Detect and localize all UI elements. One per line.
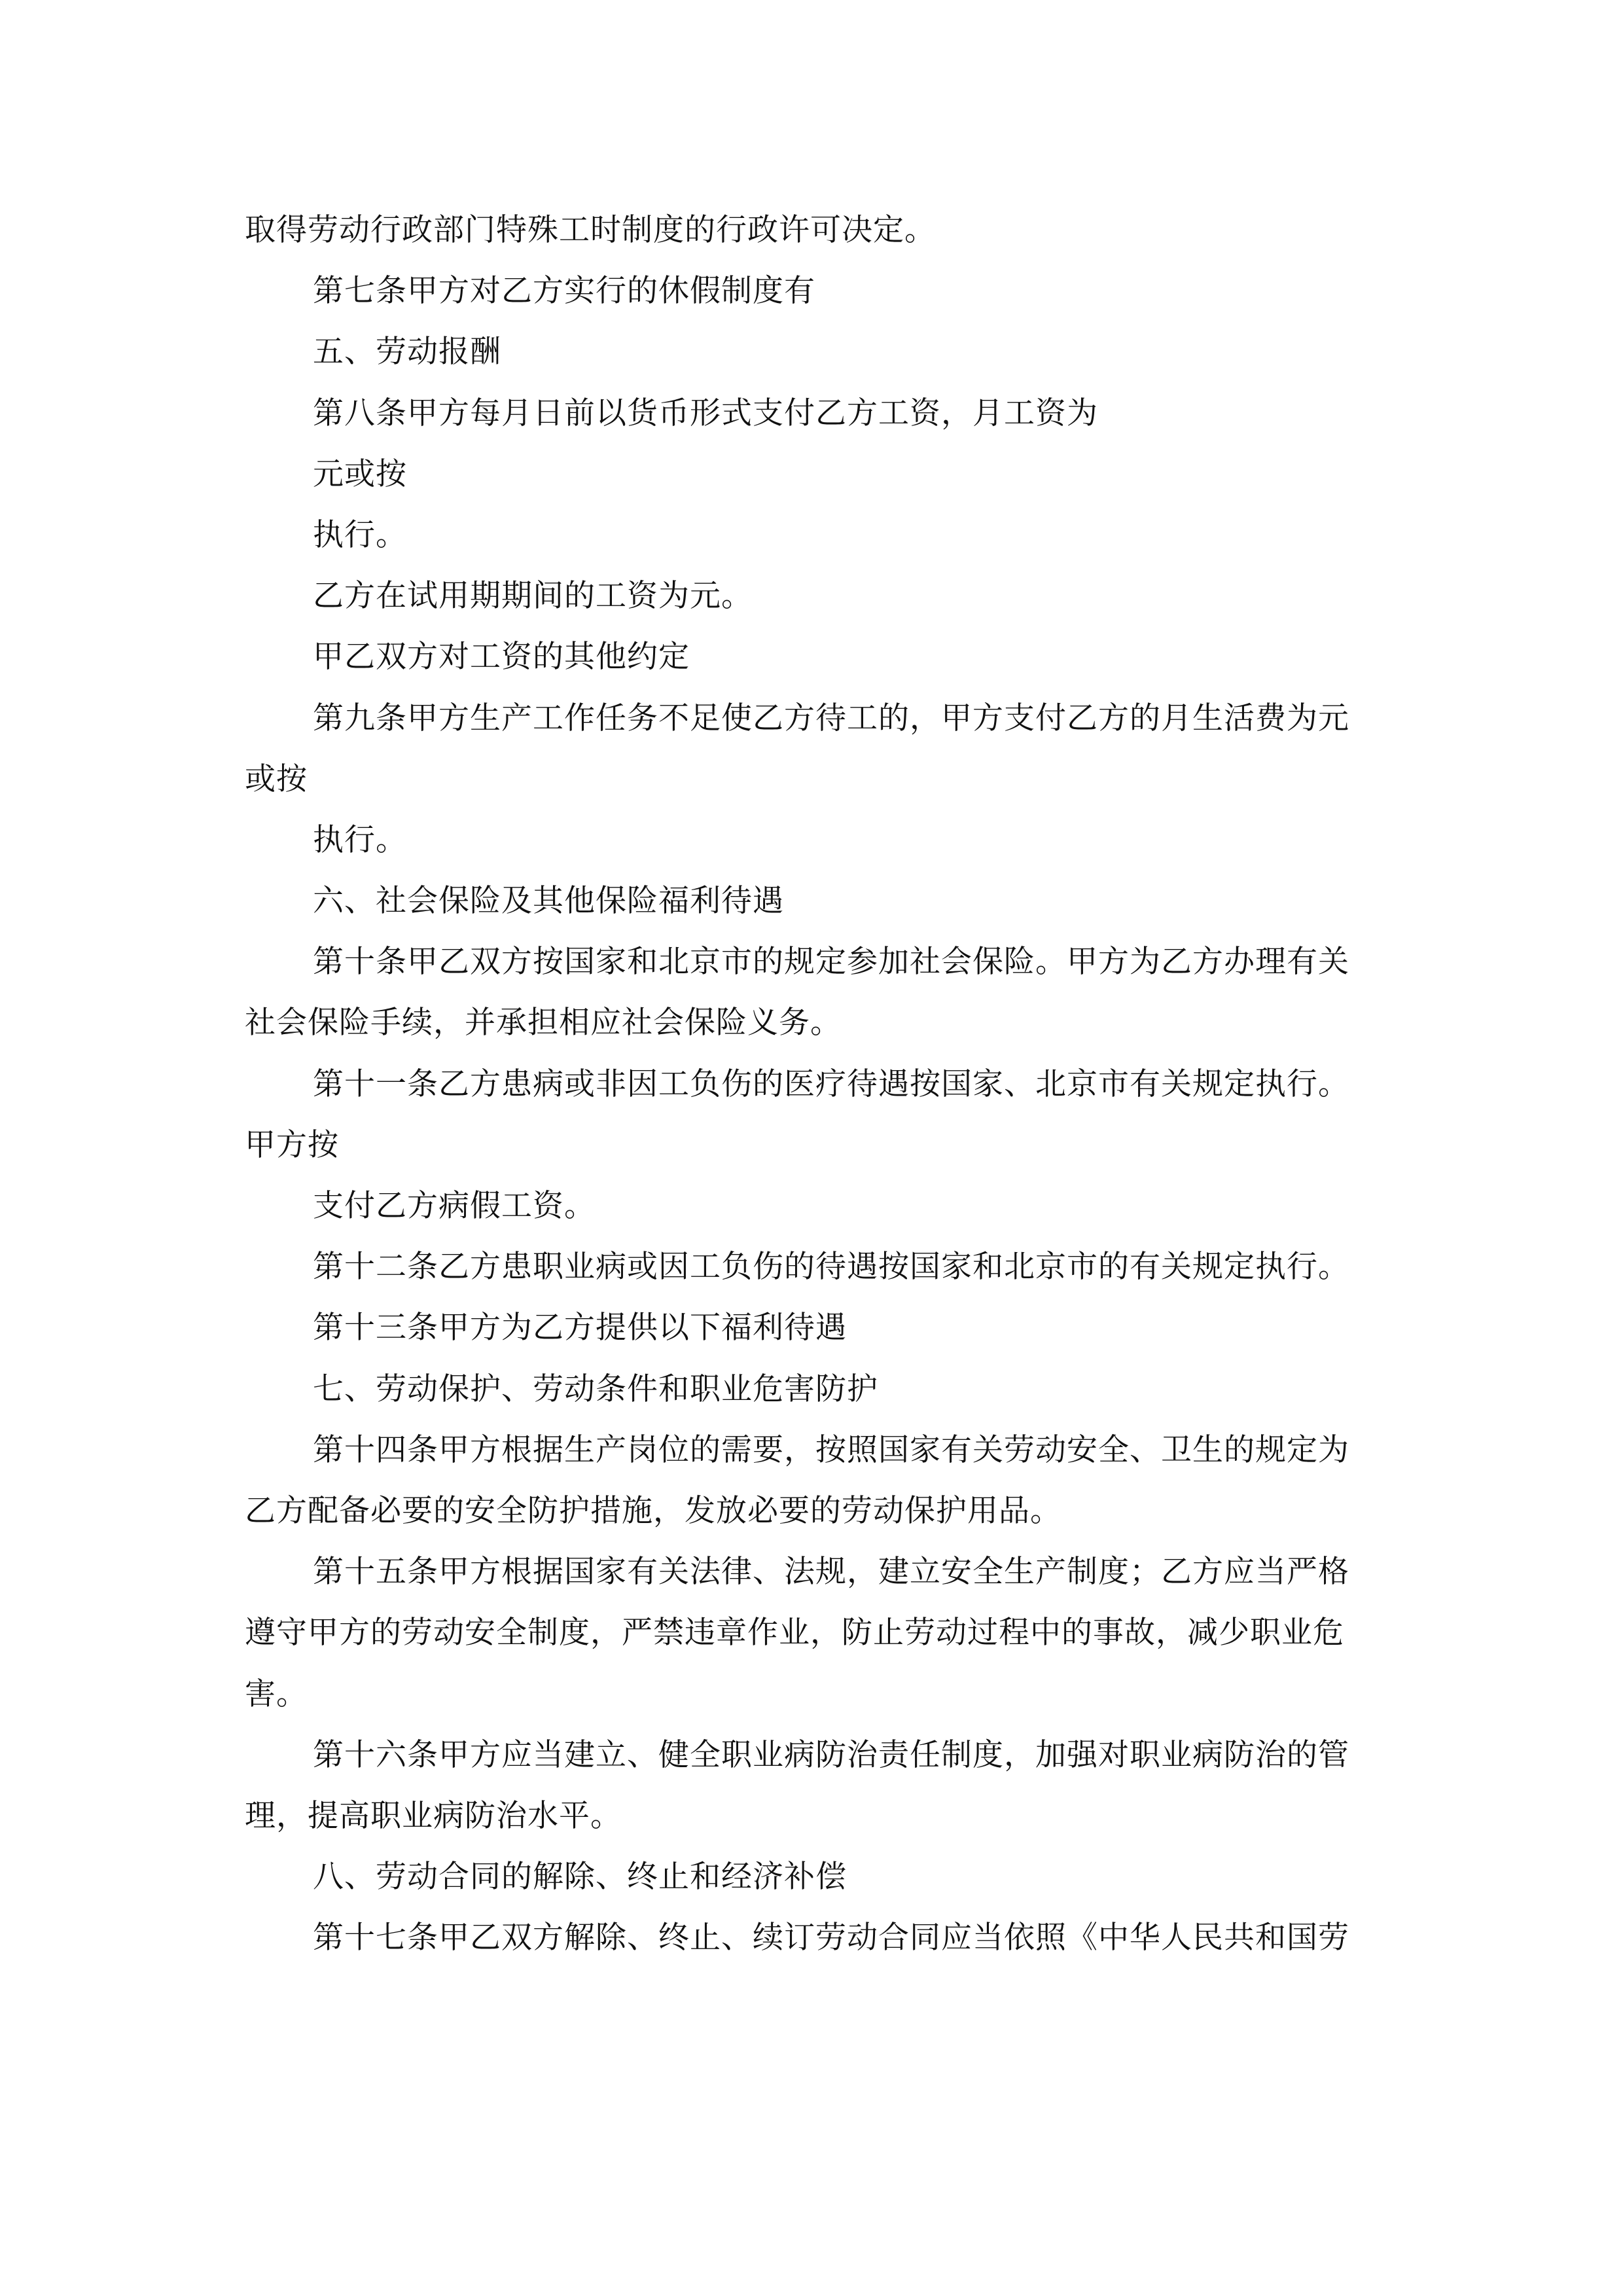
- text-line: 第八条甲方每月日前以货币形式支付乙方工资，月工资为: [313, 395, 1098, 431]
- text-line: 甲方按: [245, 1126, 339, 1163]
- text-line: 支付乙方病假工资。: [313, 1188, 596, 1224]
- text-line: 第十六条甲方应当建立、健全职业病防治责任制度，加强对职业病防治的管: [313, 1736, 1349, 1773]
- text-line: 遵守甲方的劳动安全制度，严禁违章作业，防止劳动过程中的事故，减少职业危: [245, 1615, 1344, 1651]
- text-line: 第九条甲方生产工作任务不足使乙方待工的，甲方支付乙方的月生活费为元: [313, 700, 1349, 736]
- text-line: 执行。: [313, 516, 407, 553]
- text-line: 乙方在试用期期间的工资为元。: [313, 578, 753, 615]
- text-line: 第七条甲方对乙方实行的休假制度有: [313, 273, 815, 310]
- text-line: 第十五条甲方根据国家有关法律、法规，建立安全生产制度；乙方应当严格: [313, 1554, 1349, 1590]
- text-line: 五、劳动报酬: [313, 334, 501, 370]
- text-line: 第十三条甲方为乙方提供以下福利待遇: [313, 1310, 847, 1346]
- text-line: 第十条甲乙双方按国家和北京市的规定参加社会保险。甲方为乙方办理有关: [313, 944, 1349, 980]
- text-line: 害。: [245, 1676, 308, 1712]
- text-line: 甲乙双方对工资的其他约定: [313, 639, 690, 675]
- text-line: 或按: [245, 761, 308, 797]
- text-line: 乙方配备必要的安全防护措施，发放必要的劳动保护用品。: [245, 1492, 1061, 1529]
- text-line: 理，提高职业病防治水平。: [245, 1797, 622, 1834]
- text-line: 第十七条甲乙双方解除、终止、续订劳动合同应当依照《中华人民共和国劳: [313, 1920, 1349, 1956]
- document-body: [245, 200, 1383, 1968]
- text-line: 七、劳动保护、劳动条件和职业危害防护: [313, 1371, 878, 1407]
- text-line: 第十一条乙方患病或非因工负伤的医疗待遇按国家、北京市有关规定执行。: [313, 1066, 1349, 1102]
- text-line: 取得劳动行政部门特殊工时制度的行政许可决定。: [245, 212, 936, 248]
- text-line: 第十四条甲方根据生产岗位的需要，按照国家有关劳动安全、卫生的规定为: [313, 1431, 1349, 1468]
- text-line: 第十二条乙方患职业病或因工负伤的待遇按国家和北京市的有关规定执行。: [313, 1249, 1349, 1285]
- text-line: 八、劳动合同的解除、终止和经济补偿: [313, 1859, 847, 1895]
- text-line: 执行。: [313, 821, 407, 858]
- text-line: 社会保险手续，并承担相应社会保险义务。: [245, 1005, 842, 1041]
- text-line: 六、社会保险及其他保险福利待遇: [313, 883, 784, 920]
- text-line: 元或按: [313, 456, 407, 492]
